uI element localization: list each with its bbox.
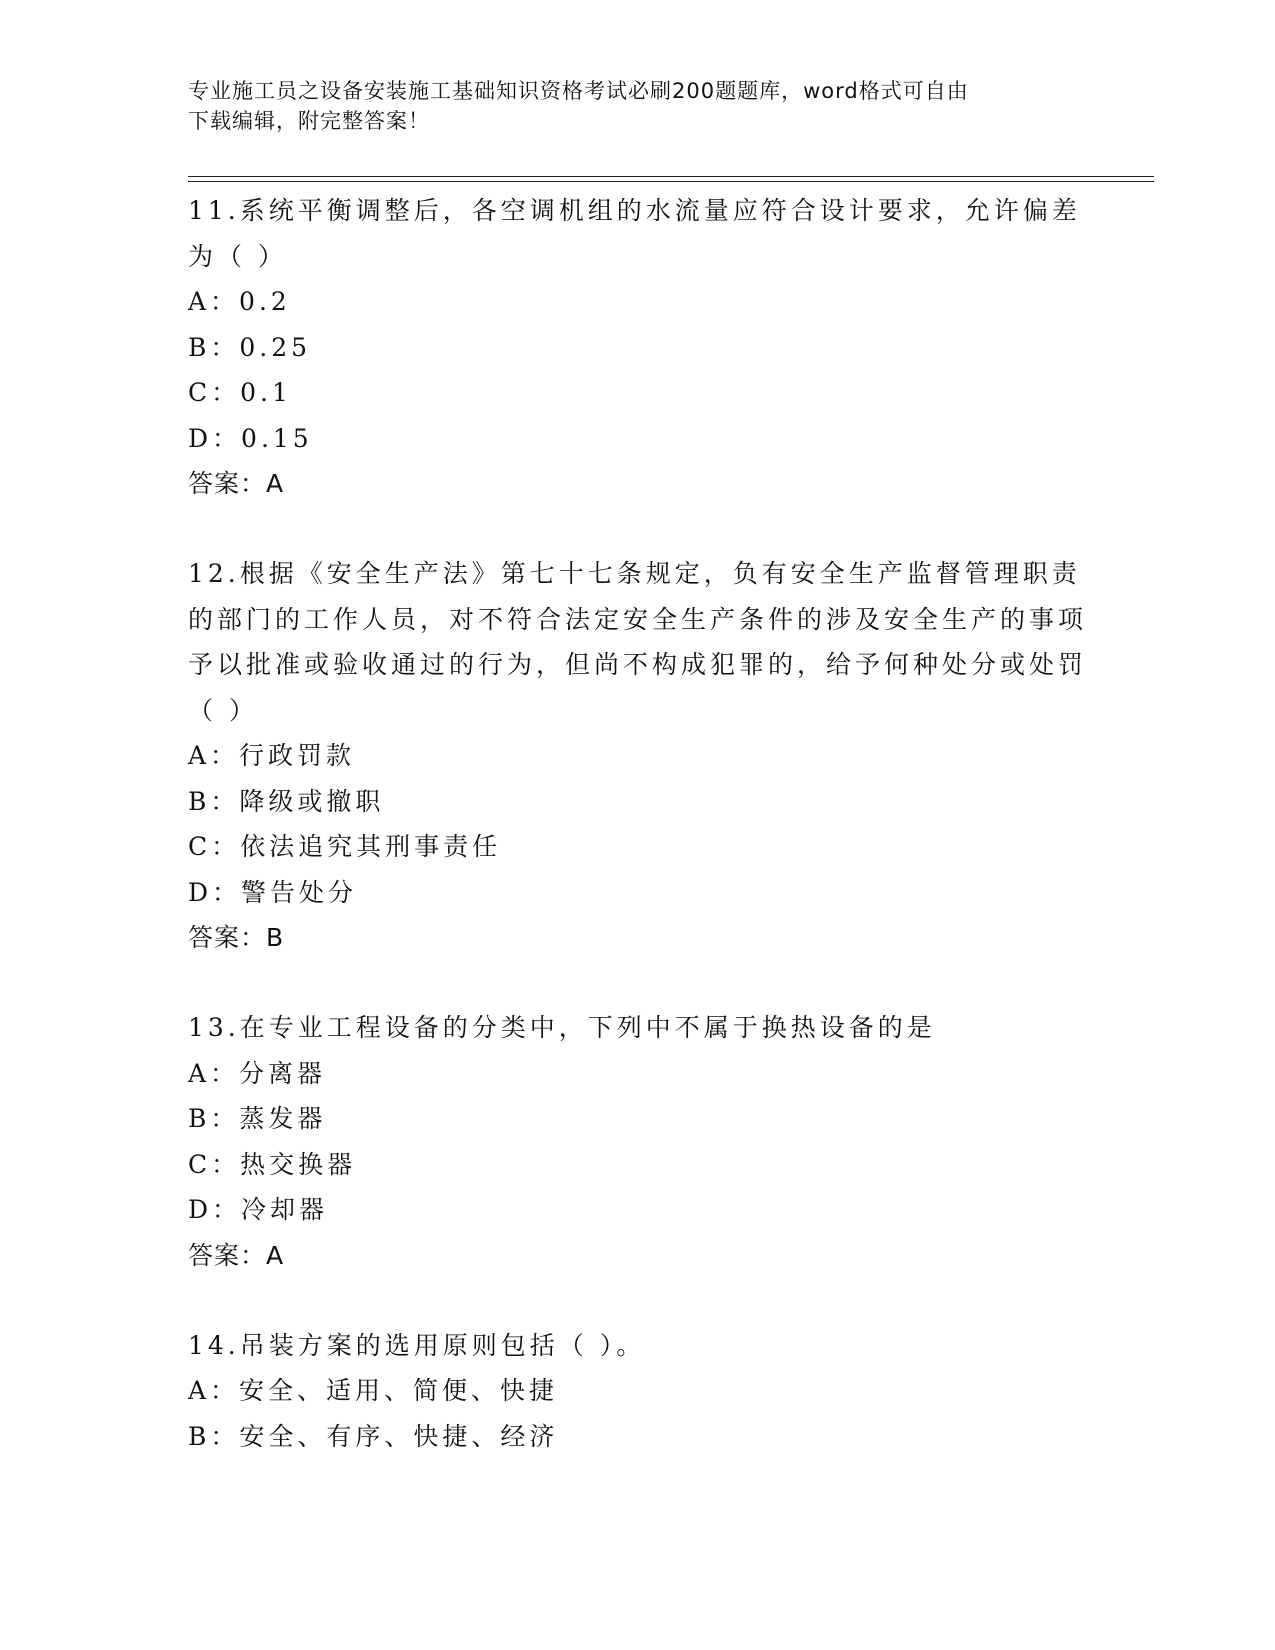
option-a: A：安全、适用、简便、快捷 bbox=[188, 1376, 559, 1405]
spacer bbox=[188, 960, 1088, 1005]
option-c: C：热交换器 bbox=[188, 1149, 357, 1179]
question-11 bbox=[188, 188, 1088, 506]
answer: 答案：B bbox=[188, 923, 285, 952]
option-a: A：0.2 bbox=[188, 287, 291, 316]
option-d: D：冷却器 bbox=[188, 1195, 329, 1224]
option-b: B：蒸发器 bbox=[188, 1104, 327, 1133]
header-divider-bottom bbox=[188, 181, 1154, 182]
header-line-1: 专业施工员之设备安装施工基础知识资格考试必刷200题题库，word格式可自由 bbox=[188, 79, 969, 103]
answer: 答案：A bbox=[188, 469, 285, 498]
option-a: A：分离器 bbox=[188, 1058, 327, 1088]
document-header bbox=[188, 76, 1088, 136]
spacer bbox=[188, 1278, 1088, 1323]
question-text: 12.根据《安全生产法》第七十七条规定，负有安全生产监督管理职责的部门的工作人员，对不符合法定安全生产条件的涉及安全生产的事项予以批准或验收通过的行为，但尚不构成犯罪的，给予何种处分或处罚（ ） bbox=[188, 559, 1088, 725]
question-14 bbox=[188, 1323, 1088, 1460]
header-divider-top bbox=[188, 176, 1154, 177]
question-13 bbox=[188, 1005, 1088, 1278]
header-line-2: 下载编辑，附完整答案！ bbox=[188, 109, 430, 133]
option-d: D：警告处分 bbox=[188, 877, 358, 907]
question-12 bbox=[188, 551, 1088, 960]
question-text: 13.在专业工程设备的分类中，下列中不属于换热设备的是 bbox=[188, 1013, 936, 1042]
question-text: 14.吊装方案的选用原则包括（ ）。 bbox=[188, 1330, 646, 1360]
option-a: A：行政罚款 bbox=[188, 741, 356, 770]
option-b: B：安全、有序、快捷、经济 bbox=[188, 1421, 559, 1451]
question-list bbox=[188, 188, 1088, 1459]
answer: 答案：A bbox=[188, 1240, 285, 1270]
spacer bbox=[188, 506, 1088, 551]
option-b: B：降级或撤职 bbox=[188, 786, 385, 816]
question-text: 11.系统平衡调整后，各空调机组的水流量应符合设计要求，允许偏差为（ ） bbox=[188, 196, 1081, 271]
option-b: B：0.25 bbox=[188, 332, 312, 362]
option-c: C：依法追究其刑事责任 bbox=[188, 832, 502, 861]
option-d: D：0.15 bbox=[188, 423, 313, 453]
option-c: C：0.1 bbox=[188, 378, 292, 407]
